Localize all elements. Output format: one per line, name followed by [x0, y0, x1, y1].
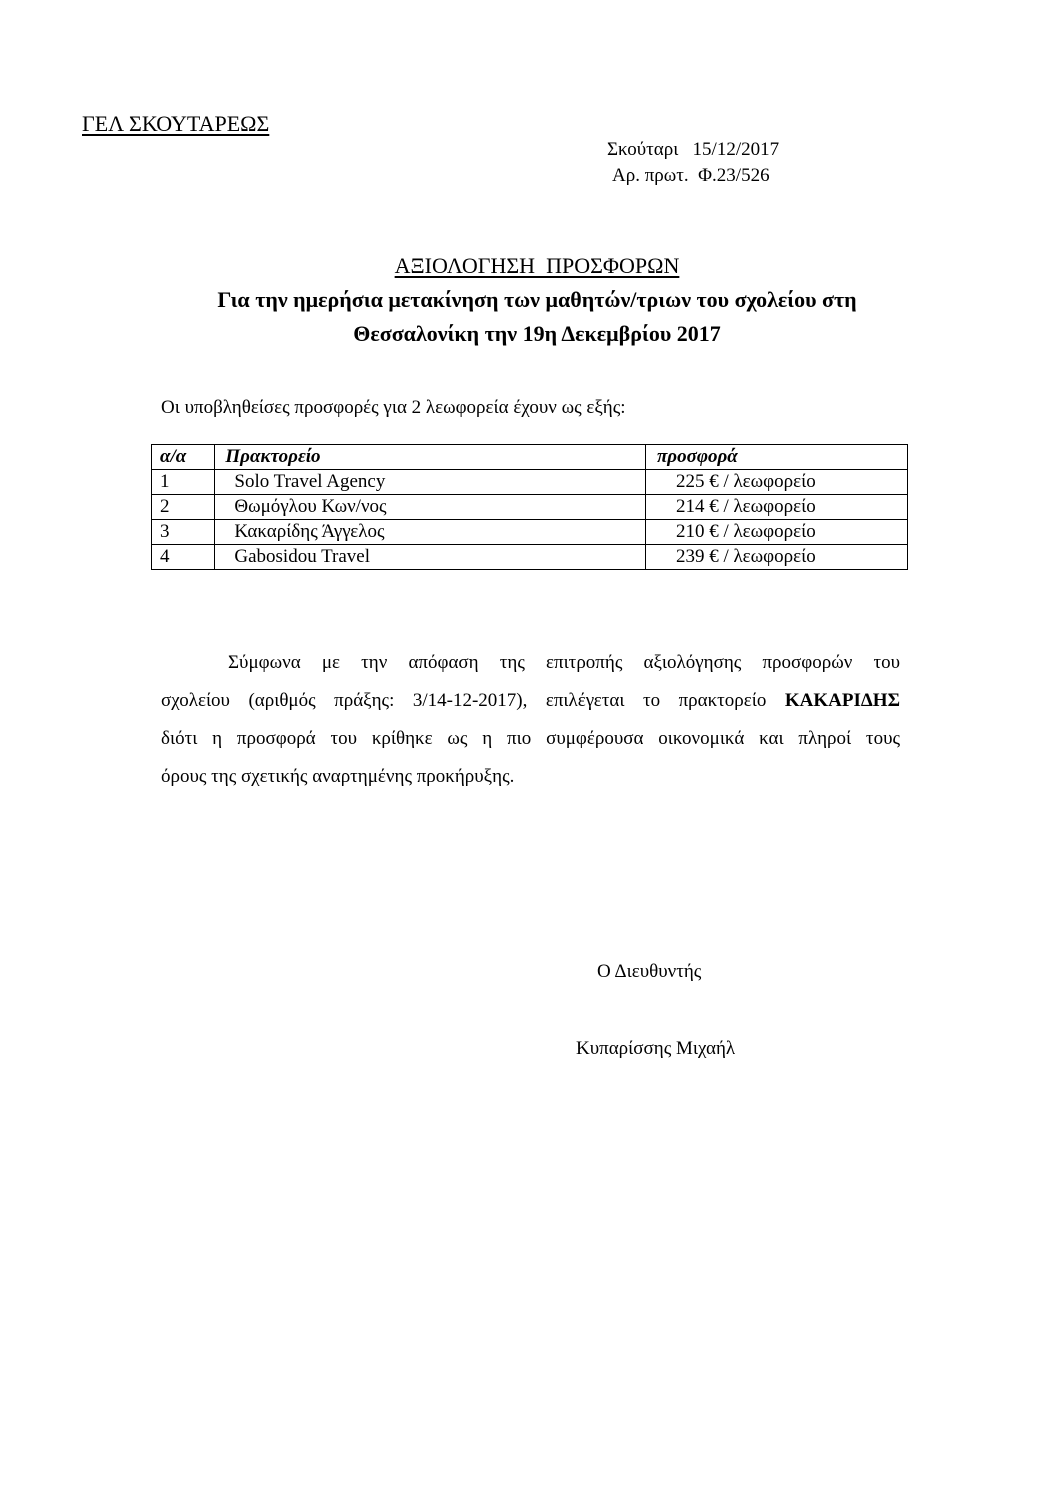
row-agency: Gabosidou Travel	[215, 545, 646, 570]
table-header-row	[152, 445, 908, 470]
row-agency: Solo Travel Agency	[215, 470, 646, 495]
decision-line-2-text: σχολείου (αριθμός πράξης: 3/14-12-2017), επιλέγεται το πρακτορείο	[161, 690, 785, 711]
row-offer: 210 € / λεωφορείο	[645, 520, 907, 545]
intro-text: Οι υποβληθείσες προσφορές για 2 λεωφορεία έχουν ως εξής:	[161, 397, 626, 418]
document-title: ΑΞΙΟΛΟΓΗΣΗ ΠΡΟΣΦΟΡΩΝ	[394, 253, 680, 278]
table-row	[152, 520, 908, 545]
table-row	[152, 495, 908, 520]
signature-role: Ο Διευθυντής	[597, 961, 702, 982]
row-offer: 214 € / λεωφορείο	[645, 495, 907, 520]
selected-agency: ΚΑΚΑΡΙΔΗΣ	[784, 690, 900, 711]
row-agency: Κακαρίδης Άγγελος	[215, 520, 646, 545]
row-offer: 239 € / λεωφορείο	[645, 545, 907, 570]
row-agency: Θωμόγλου Κων/νος	[215, 495, 646, 520]
signature-name: Κυπαρίσσης Μιχαήλ	[576, 1038, 736, 1059]
document-subtitle-line-1: Για την ημερήσια μετακίνηση των μαθητών/τριων του σχολείου στη	[217, 287, 857, 312]
header-number: α/α	[152, 445, 215, 470]
row-number: 4	[152, 545, 215, 570]
header-agency: Πρακτορείο	[215, 445, 646, 470]
school-name: ΓΕΛ ΣΚΟΥΤΑΡΕΩΣ	[82, 111, 270, 136]
document-subtitle-line-2: Θεσσαλονίκη την 19η Δεκεμβρίου 2017	[353, 321, 721, 346]
decision-line-4: όρους της σχετικής αναρτημένης προκήρυξης.	[161, 766, 515, 787]
protocol-number: Αρ. πρωτ. Φ.23/526	[612, 165, 770, 186]
decision-line-2	[161, 682, 900, 720]
row-number: 1	[152, 470, 215, 495]
place-date: Σκούταρι 15/12/2017	[607, 139, 780, 160]
row-number: 2	[152, 495, 215, 520]
offers-table	[151, 444, 908, 570]
decision-line-1: Σύμφωνα με την απόφαση της επιτροπής αξιολόγησης προσφορών του	[228, 652, 900, 673]
header-offer: προσφορά	[645, 445, 907, 470]
table-row	[152, 545, 908, 570]
decision-paragraph	[161, 644, 900, 796]
row-offer: 225 € / λεωφορείο	[645, 470, 907, 495]
decision-line-3: διότι η προσφορά του κρίθηκε ως η πιο συμφέρουσα οικονομικά και πληροί τους	[161, 728, 900, 749]
row-number: 3	[152, 520, 215, 545]
table-row	[152, 470, 908, 495]
